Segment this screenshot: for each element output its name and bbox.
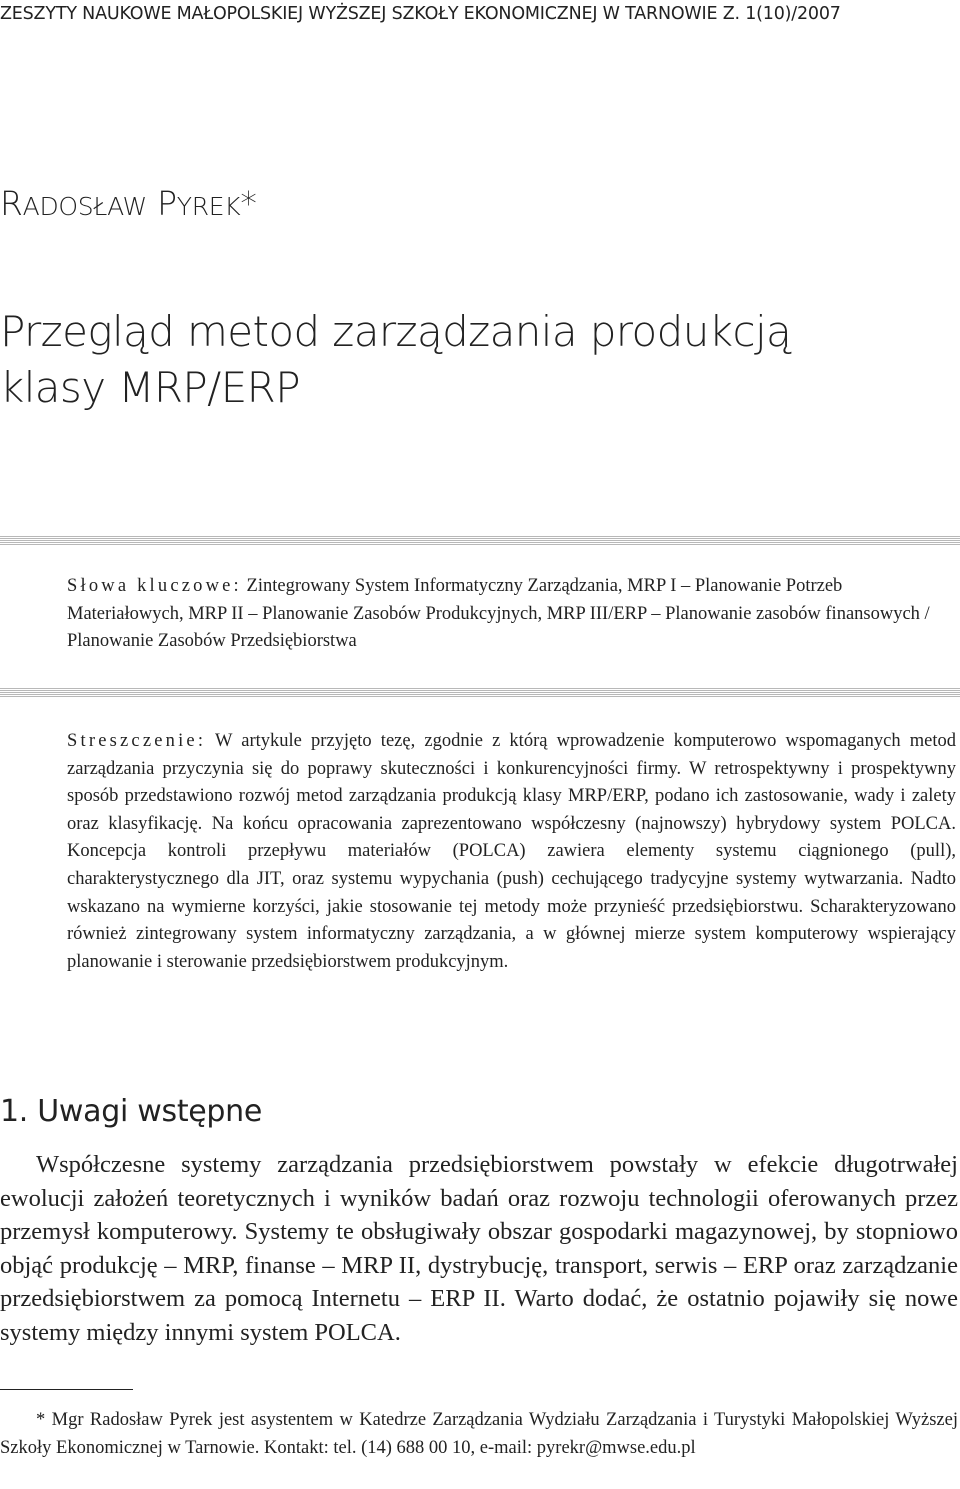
footnote-separator <box>0 1389 133 1390</box>
abstract-block <box>67 728 956 976</box>
keywords-block <box>67 573 956 656</box>
abstract-label: Streszczenie: <box>67 731 207 751</box>
section-paragraph: Współczesne systemy zarządzania przedsiębiorstwem powstały w efekcie długotrwałej ewolucji założeń teoretycznych i wyników badań oraz rozwoju technologii oferowanych przez przemysł komputerowy. Systemy te obsługiwały obszar gospodarki magazynowej, by stopniowo objąć produkcję – MRP, finanse – MRP II, dystrybucję, transport, serwis – ERP oraz zarządzanie przedsiębiorstwem za pomocą Internetu – ERP II. Warto dodać, że ostatnio pojawiły się nowe systemy między innymi system POLCA. <box>0 1151 958 1346</box>
keywords-label: Słowa kluczowe: <box>67 576 242 596</box>
author-last-initial: P <box>157 184 177 223</box>
abstract-text: W artykule przyjęto tezę, zgodnie z którą wprowadzenie komputerowo wspomaganych metod zarządzania przyczynia się do poprawy skuteczności i konkurencyjności firmy. W retrospektywny i prospektywny sposób przedstawiono rozwój metod zarządzania produkcją klasy MRP/ERP, podano ich zastosowanie, wady i zalety oraz klasyfikację. Na końcu opracowania zaprezentowano współczesny (najnowszy) hybrydowy system POLCA. Koncepcja kontroli przepływu materiałów (POLCA) zawiera elementy systemu ciągnionego (pull), charakterystycznego dla JIT, oraz systemu wypychania (push) cechującego tradycyjne systemy wytwarzania. Nadto wskazano na wymierne korzyści, jakie stosowanie tej metody może przynieść przedsiębiorstwu. Scharakteryzowano również zintegrowany system informatyczny zarządzania, a w głównej mierze system komputerowy wspierający planowanie i sterowanie przedsiębiorstwem produkcyjnym. <box>67 731 956 972</box>
author-first-initial: R <box>0 184 23 223</box>
section-heading: 1. Uwagi wstępne <box>0 1094 263 1129</box>
journal-header: ZESZYTY NAUKOWE MAŁOPOLSKIEJ WYŻSZEJ SZKOŁY EKONOMICZNEJ W TARNOWIE Z. 1(10)/2007 <box>0 4 841 24</box>
keywords-text: Zintegrowany System Informatyczny Zarządzania, MRP I – Planowanie Potrzeb Materiałowych, MRP II – Planowanie Zasobów Produkcyjnych, MRP III/ERP – Planowanie zasobów finansowych / Planowanie Zasobów Przedsiębiorstwa <box>67 576 930 651</box>
decorative-rule-top <box>0 536 960 545</box>
author-footnote-marker: * <box>240 184 257 223</box>
title-line-2: klasy MRP/ERP <box>0 363 300 412</box>
author-first-rest: ADOSŁAW <box>22 192 147 221</box>
author-name <box>0 184 257 223</box>
decorative-rule-middle <box>0 688 960 697</box>
article-title <box>0 304 960 416</box>
footnote: * Mgr Radosław Pyrek jest asystentem w Katedrze Zarządzania Wydziału Zarządzania i Turystyki Małopolskiej Wyższej Szkoły Ekonomicznej w Tarnowie. Kontakt: tel. (14) 688 00 10, e-mail: pyrekr@mwse.edu.pl <box>0 1410 958 1458</box>
title-line-1: Przegląd metod zarządzania produkcją <box>0 307 792 356</box>
author-last-rest: YREK <box>176 192 241 221</box>
